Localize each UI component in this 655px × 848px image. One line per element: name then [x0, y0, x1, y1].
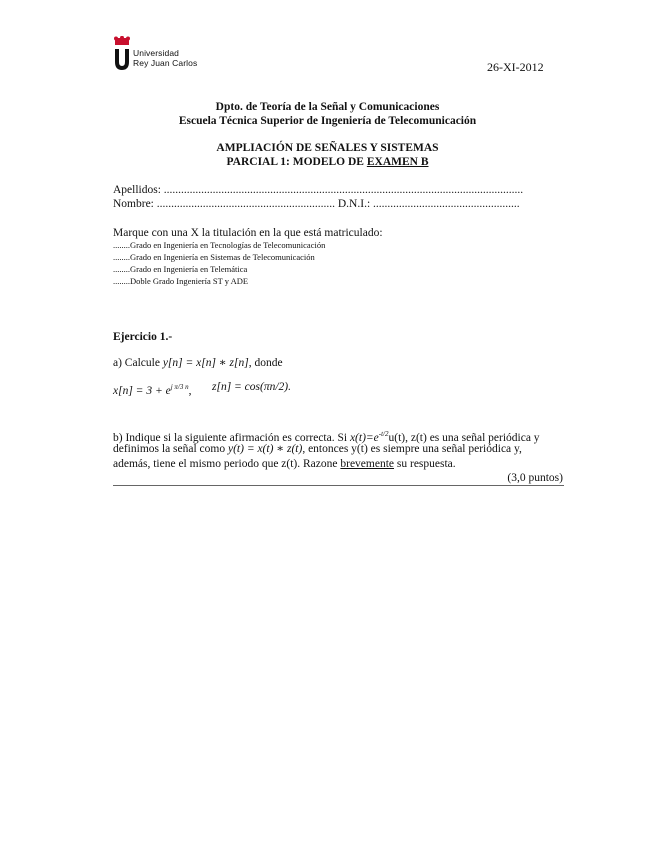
points-label: (3,0 puntos) — [507, 472, 563, 484]
part-b-line-2: definimos la señal como y(t) = x(t) ∗ z(t), entonces y(t) es siempre una señal periódica y, — [113, 443, 522, 455]
apellidos-field: Apellidos: ............................................................................................................................. — [113, 184, 524, 196]
school-line: Escuela Técnica Superior de Ingeniería de Telecomunicación — [178, 115, 477, 127]
part-a-statement: a) Calcule y[n] = x[n] ∗ z[n], donde — [113, 357, 283, 369]
divider — [113, 485, 564, 486]
crown-icon — [113, 36, 131, 72]
university-logo — [113, 36, 233, 72]
degree-option: ........Grado en Ingeniería en Telemática — [113, 264, 248, 274]
exam-subtitle: PARCIAL 1: MODELO DE EXAMEN B — [226, 156, 429, 168]
degree-option: ........Grado en Ingeniería en Sistemas de Telecomunicación — [113, 252, 315, 262]
exercise-title: Ejercicio 1.- — [113, 331, 173, 343]
x-definition: $x[n] = 3 + e^{j \pi/3 n}$, — [113, 383, 192, 397]
department-line: Dpto. de Teoría de la Señal y Comunicaciones — [215, 101, 440, 113]
z-definition: z[n] = cos(πn/2). — [212, 381, 292, 393]
exam-date: 26-XI-2012 — [487, 60, 544, 74]
nombre-dni-field: Nombre: .............................................................. D.N.I.: ................................................... — [113, 198, 520, 210]
degree-option: ........Doble Grado Ingeniería ST y ADE — [113, 276, 249, 286]
part-b-line-3: además, tiene el mismo periodo que z(t). Razone brevemente su respuesta. — [113, 458, 456, 470]
degree-instruction: Marque con una X la titulación en la que está matriculado: — [113, 227, 383, 239]
part-b-line-1: b) Indique si la siguiente afirmación es correcta. Si $x(t)=e^{-t/2}u(t)$, z(t) es una señal periódica y — [113, 430, 540, 444]
exam-title: AMPLIACIÓN DE SEÑALES Y SISTEMAS — [216, 142, 439, 154]
university-name: Universidad Rey Juan Carlos — [133, 48, 198, 68]
degree-option: ........Grado en Ingeniería en Tecnologías de Telecomunicación — [113, 240, 326, 250]
